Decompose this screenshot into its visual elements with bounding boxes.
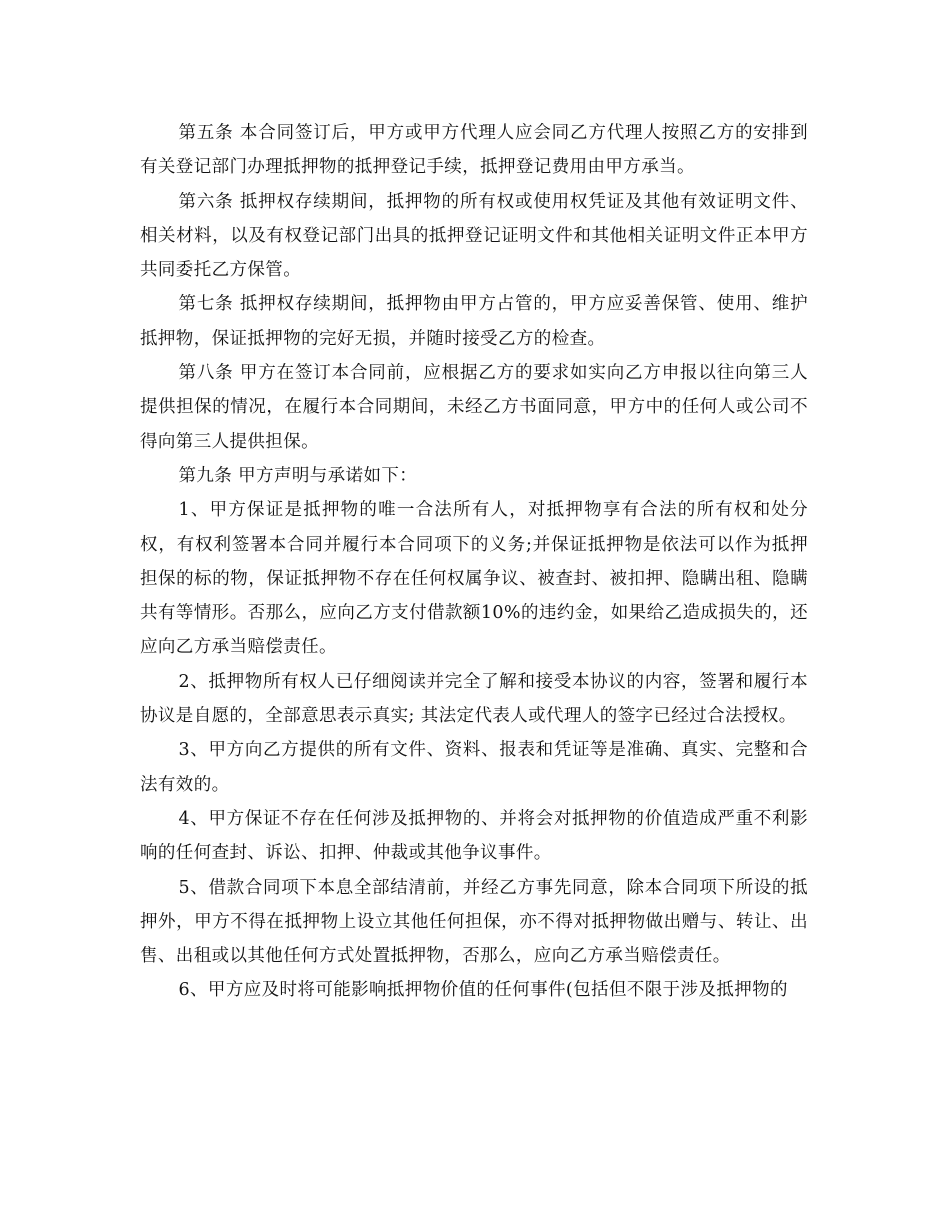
document-body [140,116,808,1008]
clause-2-paragraph: 2、抵押物所有权人已仔细阅读并完全了解和接受本协议的内容，签署和履行本协议是自愿的，全部意思表示真实; 其法定代表人或代理人的签字已经过合法授权。 [140,671,808,727]
article-5-paragraph: 第五条 本合同签订后，甲方或甲方代理人应会同乙方代理人按照乙方的安排到有关登记部门办理抵押物的抵押登记手续，抵押登记费用由甲方承当。 [140,123,808,178]
clause-1-paragraph: 1、甲方保证是抵押物的唯一合法所有人，对抵押物享有合法的所有权和处分权，有权利签署本合同并履行本合同项下的义务;并保证抵押物是依法可以作为抵押担保的标的物，保证抵押物不存在任何权属争议、被查封、被扣押、隐瞒出租、隐瞒共有等情形。否那么，应向乙方支付借款额10%的违约金，如果给乙造成损失的，还应向乙方承当赔偿责任。 [140,500,808,658]
article-9-paragraph: 第九条 甲方声明与承诺如下： [178,465,418,486]
clause-3-paragraph: 3、甲方向乙方提供的所有文件、资料、报表和凭证等是准确、真实、完整和合法有效的。 [140,740,808,795]
clause-4-paragraph: 4、甲方保证不存在任何涉及抵押物的、并将会对抵押物的价值造成严重不利影响的任何查封、诉讼、扣押、仲裁或其他争议事件。 [140,808,808,864]
article-6-paragraph: 第六条 抵押权存续期间，抵押物的所有权或使用权凭证及其他有效证明文件、相关材料，以及有权登记部门出具的抵押登记证明文件和其他相关证明文件正本甲方共同委托乙方保管。 [140,191,808,281]
clause-6-paragraph: 6、甲方应及时将可能影响抵押物价值的任何事件(包括但不限于涉及抵押物的 [178,980,788,1001]
article-7-paragraph: 第七条 抵押权存续期间，抵押物由甲方占管的，甲方应妥善保管、使用、维护抵押物，保证抵押物的完好无损，并随时接受乙方的检查。 [140,294,808,349]
clause-5-paragraph: 5、借款合同项下本息全部结清前，并经乙方事先同意，除本合同项下所设的抵押外，甲方不得在抵押物上设立其他任何担保，亦不得对抵押物做出赠与、转让、出售、出租或以其他任何方式处置抵押物，否那么，应向乙方承当赔偿责任。 [140,877,808,967]
article-8-paragraph: 第八条 甲方在签订本合同前，应根据乙方的要求如实向乙方申报以往向第三人提供担保的情况，在履行本合同期间，未经乙方书面同意，甲方中的任何人或公司不得向第三人提供担保。 [140,363,808,452]
